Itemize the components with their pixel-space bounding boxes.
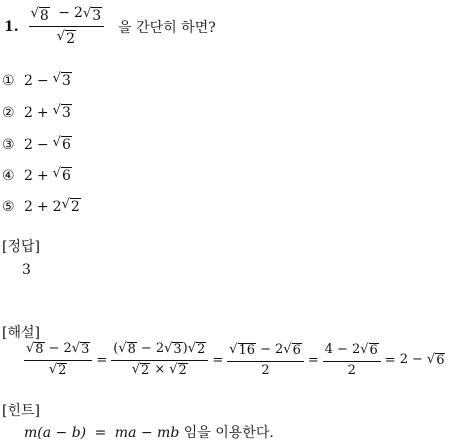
question-numerator: √ 8 − 2 √ 3	[29, 6, 105, 27]
answer-label: [정답]	[2, 239, 40, 255]
choice-marker: ⑤	[2, 198, 15, 215]
radical-icon: √ 3	[52, 71, 71, 89]
solution-step-3: √ 16 − 2 √ 6 2	[227, 343, 304, 378]
radical-icon: √ 3	[164, 341, 182, 357]
radical-icon: √ 2	[56, 29, 75, 48]
radical-icon: √ 3	[82, 6, 102, 24]
choice-2[interactable]: ② 2 + √ 3	[2, 103, 71, 121]
radical-icon: √ 2	[131, 361, 150, 378]
solution-step-2: ( √ 8 − 2 √ 3 ) √ 2 √ 2 × √ 2	[111, 342, 208, 379]
hint-text: 임을 이용한다.	[183, 425, 274, 441]
choice-4[interactable]: ④ 2 + √ 6	[2, 166, 71, 184]
radical-icon: √ 6	[52, 135, 71, 153]
choice-marker: ①	[2, 72, 15, 89]
radical-icon: √ 8	[118, 341, 136, 357]
choice-marker: ③	[2, 136, 15, 153]
hint-formula-paren: (a − b)	[37, 425, 87, 441]
radical-icon: √ 6	[283, 341, 301, 358]
answer-value: 3	[22, 262, 31, 278]
solution-result: 2 − √ 6	[399, 351, 445, 368]
question-text: 을 간단히 하면?	[118, 19, 216, 36]
explanation-equation: √ 8 − 2 √ 3 √ 2 = ( √ 8 − 2 √ 3 ) √ 2 √ 2 × √ 2 = √ 16 − 2 √ 6 2 = 4 − 2 √ 6 2 = 2 − √ 6	[26, 341, 445, 378]
radical-icon: √ 8	[26, 341, 44, 357]
question-denominator	[55, 27, 78, 47]
radical-icon: √ 3	[52, 103, 71, 121]
explanation-label: [해설]	[2, 325, 40, 341]
question-number: 1.	[4, 18, 19, 35]
hint-formula-rhs: ma − mb	[114, 425, 180, 441]
hint-text-row: m(a − b) = ma − mb 임을 이용한다.	[24, 425, 274, 441]
question-fraction	[29, 6, 105, 47]
solution-step-4: 4 − 2 √ 6 2	[323, 343, 381, 378]
hint-formula-m: m	[24, 425, 38, 441]
choice-1[interactable]: ① 2 − √ 3	[2, 71, 71, 89]
radical-icon: √ 2	[48, 361, 67, 378]
radical-icon: √ 2	[187, 341, 206, 357]
choice-marker: ②	[2, 104, 15, 121]
radical-icon: √ 3	[71, 341, 90, 357]
radical-icon: √ 6	[360, 341, 378, 358]
solution-step-1: √ 8 − 2 √ 3 √ 2	[24, 342, 92, 379]
radical-icon: √ 8	[30, 6, 49, 24]
radical-icon: √ 2	[61, 197, 80, 215]
choice-5[interactable]: ⑤ 2 + 2 √ 2	[2, 197, 80, 215]
choice-marker: ④	[2, 167, 15, 184]
question-row	[4, 6, 216, 47]
radical-icon: √ 6	[426, 351, 445, 368]
radical-icon: √ 2	[169, 361, 187, 378]
radical-icon: √ 6	[52, 166, 71, 184]
hint-label: [힌트]	[2, 403, 40, 419]
choice-3[interactable]: ③ 2 − √ 6	[2, 135, 71, 153]
radical-icon: √ 16	[229, 341, 256, 358]
